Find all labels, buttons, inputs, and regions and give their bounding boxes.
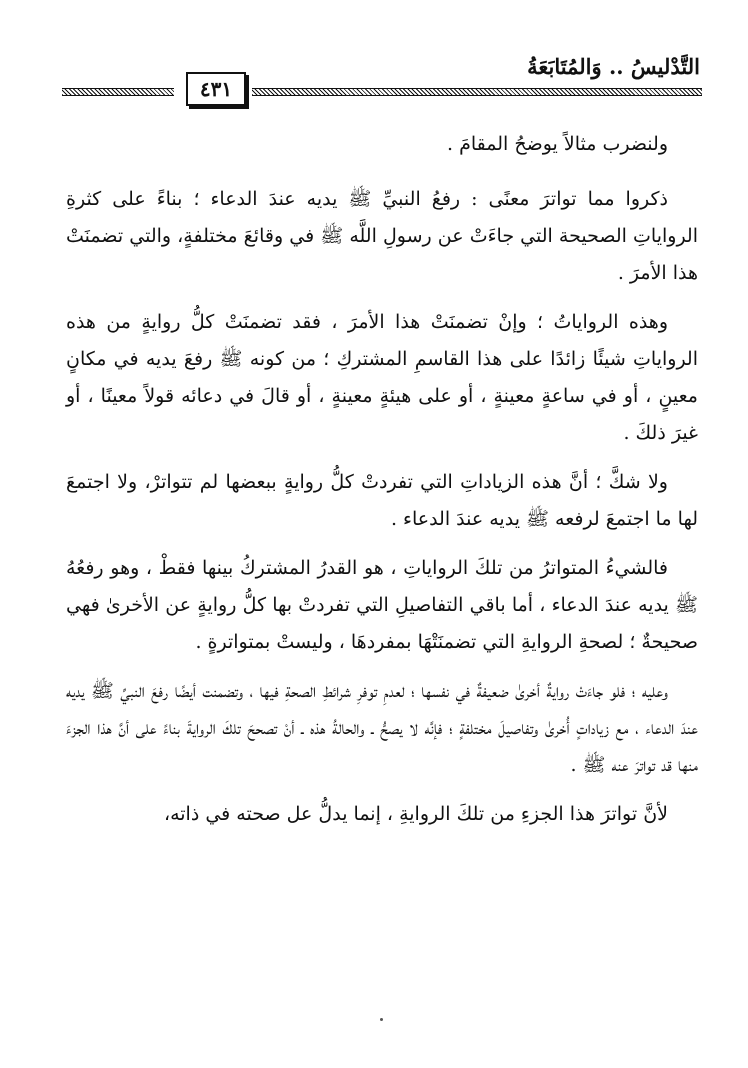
paragraph: لأنَّ تواترَ هذا الجزءِ من تلكَ الروايةِ ، إنما يدلُّ عل صحته في ذاته،	[163, 803, 668, 825]
paragraph: ولنضرب مثالاً يوضحُ المقامَ .	[447, 133, 668, 155]
paragraph: فالشيءُ المتواترُ من تلكَ الرواياتِ ، هو القدرُ المشتركُ بينها فقطْ ، وهو رفعُهُ ﷺ يديه عندَ الدعاء ، أما باقي التفاصيلِ التي تفردتْ بها كلُّ روايةٍ عن الأخرىٰ فهي صحيحةٌ ؛ لصحةِ الروايةِ التي تضمنَتْهَا بمفردهَا ، وليستْ بمتواترةٍ .	[66, 557, 698, 653]
paragraph: وهذه الرواياتُ ؛ وإنْ تضمنَتْ هذا الأمرَ ، فقد تضمنَتْ كلُّ روايةٍ من هذه الرواياتِ شيئًا زائدًا على هذا القاسمِ المشتركِ ؛ من كونه ﷺ رفعَ يديه في مكانٍ معينٍ ، أو في ساعةٍ معينةٍ ، أو على هيئةٍ معينةٍ ، أو قالَ في دعائه قولاً معينًا ، أو غيرَ ذلكَ .	[66, 311, 698, 444]
header-rule-left	[62, 88, 174, 96]
paragraph: ولا شكَّ ؛ أنَّ هذه الزياداتِ التي تفردتْ كلُّ روايةٍ ببعضها لم تتواترْ، ولا اجتمعَ لها ما اجتمعَ لرفعه ﷺ يديه عندَ الدعاء .	[66, 471, 698, 530]
body-text	[66, 126, 698, 845]
footer-mark	[380, 1018, 383, 1021]
paragraph: وعليه ؛ فلو جاءَتْ روايةٌ أخرىٰ ضعيفةٌ في نفسها ؛ لعدمِ توفرِ شرائطِ الصحةِ فيها ، وتضمنت أيضًا رفعَ النبيِّ ﷺ يديه عندَ الدعاء ، مع زياداتٍ أُخرىٰ وتفاصيلَ مختلفةٍ ؛ فإنَّه لا يصحُّ ـ والحالةُ هذه ـ أنْ تصححَ تلكَ الروايةَ بناءً على أنَّ هذا الجزءَ منها قد تواترَ عنه ﷺ .	[66, 680, 698, 776]
page-header	[60, 44, 700, 114]
chapter-title: التَّدْليسُ .. وَالمُتَابَعَةُ	[527, 54, 700, 79]
header-rule-right	[252, 88, 702, 96]
paragraph: ذكروا مما تواترَ معنًى : رفعُ النبيِّ ﷺ يديه عندَ الدعاء ؛ بناءً على كثرةِ الرواياتِ الصحيحة التي جاءَتْ عن رسولِ اللَّه ﷺ في وقائعَ مختلفةٍ، والتي تضمنَتْ هذا الأمرَ .	[66, 188, 698, 284]
page-number: ٤٣١	[186, 72, 246, 106]
